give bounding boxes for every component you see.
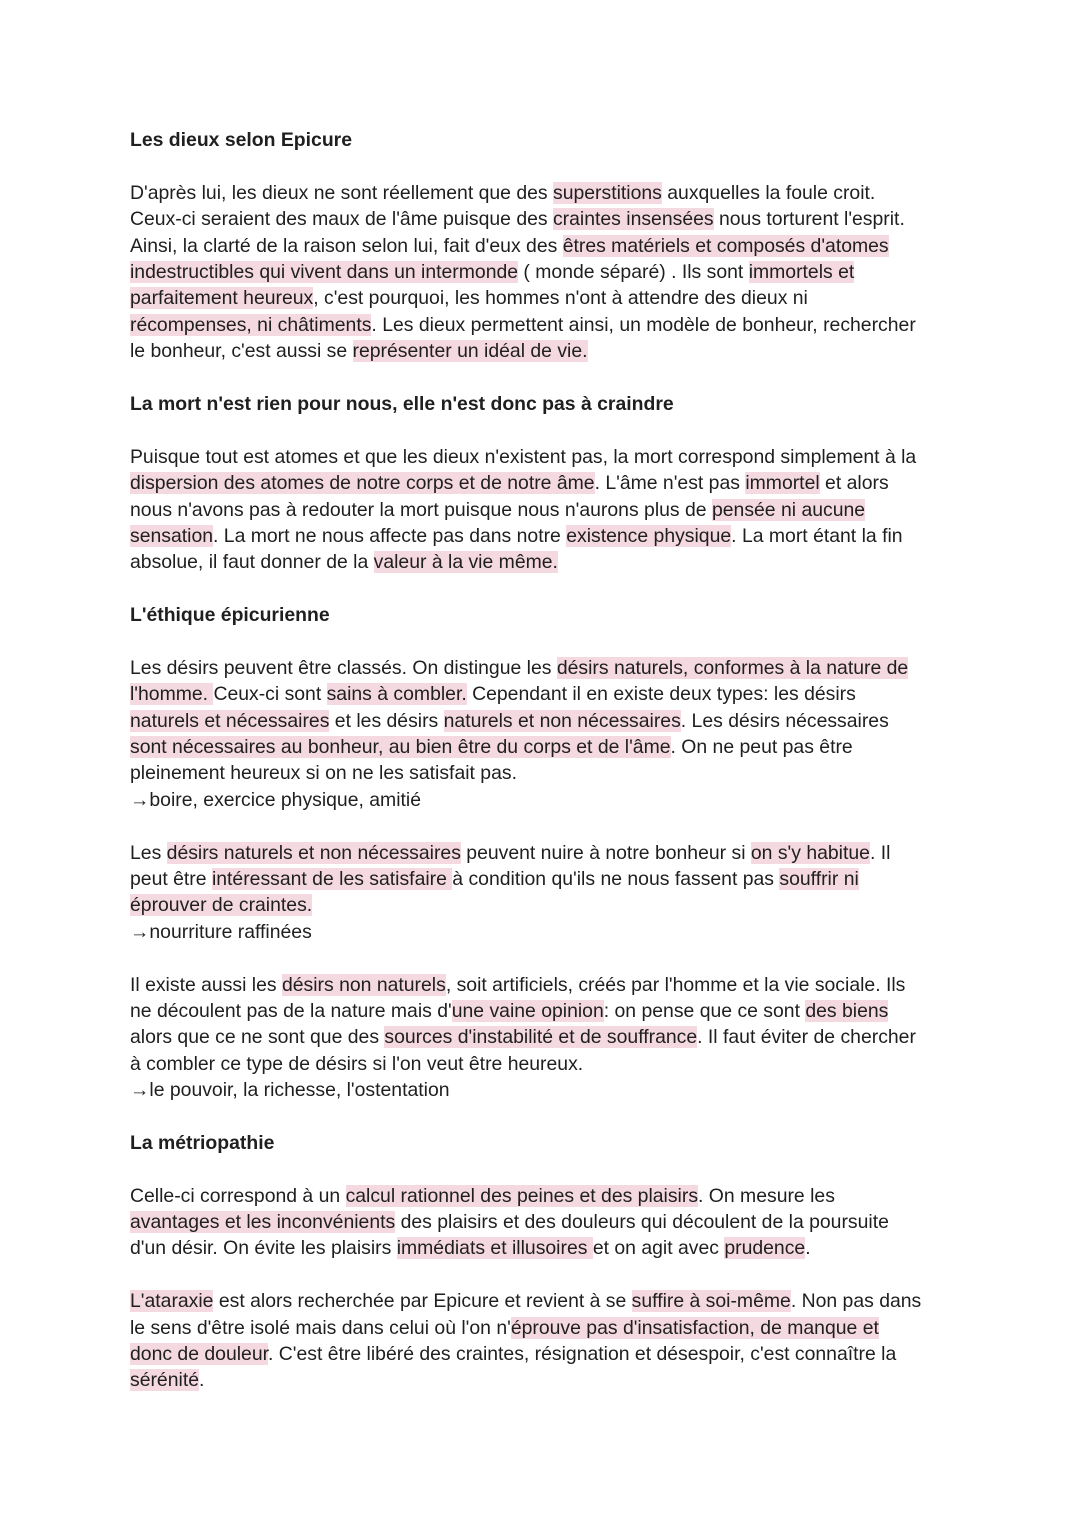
text-line xyxy=(130,497,960,523)
highlighted-text: suffire à soi-même xyxy=(631,1290,791,1313)
text-segment: Cependant il en existe deux types: les désirs xyxy=(466,683,856,706)
text-segment: Puisque tout est atomes et que les dieux n'existent pas, la mort correspond simplement à la xyxy=(130,445,917,468)
text-segment: Les désirs peuvent être classés. On distingue les xyxy=(130,656,557,679)
document-body xyxy=(130,127,960,1420)
text-line xyxy=(130,655,960,681)
text-segment: est alors recherchée par Epicure et revient à se xyxy=(213,1290,632,1313)
section-heading: La métriopathie xyxy=(130,1131,275,1154)
text-line xyxy=(130,312,960,338)
highlighted-text: naturels et non nécessaires xyxy=(443,709,681,732)
text-line xyxy=(130,523,960,549)
text-segment: Celle-ci correspond à un xyxy=(130,1184,346,1207)
highlighted-text: éprouver de craintes. xyxy=(130,894,313,917)
highlighted-text: une vaine opinion xyxy=(451,999,604,1022)
text-line xyxy=(130,681,960,707)
text-segment: à condition qu'ils ne nous fassent pas xyxy=(452,867,780,890)
text-line xyxy=(130,470,960,496)
paragraph xyxy=(130,1183,960,1262)
highlighted-text: immédiats et illusoires xyxy=(396,1237,593,1260)
text-segment: →nourriture raffinées xyxy=(130,920,312,943)
highlighted-text: prudence xyxy=(724,1237,806,1260)
highlighted-text: désirs naturels, conformes à la nature de xyxy=(556,656,909,679)
paragraph xyxy=(130,1288,960,1394)
paragraph xyxy=(130,655,960,813)
text-segment: . Il faut éviter de chercher xyxy=(697,1026,916,1049)
text-segment: Il existe aussi les xyxy=(130,973,282,996)
highlighted-text: désirs non naturels xyxy=(281,973,446,996)
text-line xyxy=(130,866,960,892)
text-segment: . La mort étant la fin xyxy=(731,524,903,547)
highlighted-text: immortel xyxy=(745,472,820,495)
text-line xyxy=(130,1315,960,1341)
highlighted-text: désirs naturels et non nécessaires xyxy=(166,841,461,864)
section-heading: Les dieux selon Epicure xyxy=(130,129,352,151)
highlighted-text: pensée ni aucune xyxy=(711,498,866,521)
text-line xyxy=(130,972,960,998)
text-segment: . L'âme n'est pas xyxy=(594,472,746,495)
highlighted-text: parfaitement heureux xyxy=(130,287,314,310)
text-segment: . On mesure les xyxy=(698,1184,835,1207)
highlighted-text: l'homme. xyxy=(130,683,214,706)
text-line xyxy=(130,760,960,786)
highlighted-text: récompenses, ni châtiments xyxy=(130,313,372,336)
text-line xyxy=(130,1288,960,1314)
text-segment: le sens d'être isolé mais dans celui où l'on n' xyxy=(130,1316,511,1339)
text-segment: D'après lui, les dieux ne sont réellement que des xyxy=(130,181,553,204)
text-line xyxy=(130,233,960,259)
text-segment: nous n'avons pas à redouter la mort puisque nous n'aurons plus de xyxy=(130,498,712,521)
text-segment: . Les dieux permettent ainsi, un modèle de bonheur, rechercher xyxy=(371,313,916,336)
highlighted-text: L'ataraxie xyxy=(130,1290,214,1313)
text-segment: . C'est être libéré des craintes, résignation et désespoir, c'est connaître la xyxy=(268,1343,897,1366)
text-line xyxy=(130,708,960,734)
text-segment: →le pouvoir, la richesse, l'ostentation xyxy=(130,1079,450,1102)
paragraph xyxy=(130,840,960,946)
text-segment: absolue, il faut donner de la xyxy=(130,551,374,574)
highlighted-text: craintes insensées xyxy=(552,208,714,231)
text-segment: . Il xyxy=(869,841,891,864)
highlighted-text: des biens xyxy=(805,999,889,1022)
text-segment: , soit artificiels, créés par l'homme et la vie sociale. Ils xyxy=(445,973,906,996)
text-line xyxy=(130,919,960,945)
text-segment: . La mort ne nous affecte pas dans notre xyxy=(213,524,567,547)
text-line xyxy=(130,259,960,285)
text-segment: peut être xyxy=(130,867,212,890)
text-segment: pleinement heureux si on ne les satisfait pas. xyxy=(130,762,517,785)
highlighted-text: sensation xyxy=(130,524,214,547)
text-line xyxy=(130,840,960,866)
text-line xyxy=(130,1367,960,1393)
highlighted-text: dispersion des atomes de notre corps et de notre âme xyxy=(130,472,595,495)
text-line xyxy=(130,892,960,918)
text-line xyxy=(130,1024,960,1050)
text-segment: le bonheur, c'est aussi se xyxy=(130,340,353,363)
highlighted-text: avantages et les inconvénients xyxy=(130,1211,396,1234)
text-line xyxy=(130,1077,960,1103)
text-segment: Ainsi, la clarté de la raison selon lui, fait d'eux des xyxy=(130,234,563,257)
text-line xyxy=(130,338,960,364)
text-segment: . xyxy=(805,1237,811,1260)
text-line xyxy=(130,787,960,813)
section xyxy=(130,602,960,1103)
paragraph xyxy=(130,444,960,576)
highlighted-text: indestructibles qui vivent dans un intermonde xyxy=(130,260,519,283)
paragraph xyxy=(130,180,960,365)
text-segment: et les désirs xyxy=(329,709,444,732)
text-line xyxy=(130,998,960,1024)
text-segment: à combler ce type de désirs si l'on veut être heureux. xyxy=(130,1052,584,1075)
text-line xyxy=(130,180,960,206)
highlighted-text: souffrir ni xyxy=(779,867,859,890)
section-heading: L'éthique épicurienne xyxy=(130,604,330,627)
highlighted-text: existence physique xyxy=(566,524,732,547)
highlighted-text: donc de douleur xyxy=(130,1343,269,1366)
text-segment: Ceux-ci sont xyxy=(213,683,327,706)
highlighted-text: sont nécessaires au bonheur, au bien être du corps et de l'âme xyxy=(130,736,671,759)
text-line xyxy=(130,1209,960,1235)
highlighted-text: sources d'instabilité et de souffrance xyxy=(384,1026,698,1049)
section xyxy=(130,127,960,365)
highlighted-text: immortels et xyxy=(748,260,855,283)
text-line xyxy=(130,549,960,575)
text-segment: auxquelles la foule croit. xyxy=(661,181,876,204)
text-segment: Ceux-ci seraient des maux de l'âme puisque des xyxy=(130,208,553,231)
highlighted-text: êtres matériels et composés d'atomes xyxy=(562,234,889,257)
text-segment: →boire, exercice physique, amitié xyxy=(130,788,421,811)
text-segment: , c'est pourquoi, les hommes n'ont à attendre des dieux ni xyxy=(313,287,808,310)
highlighted-text: intéressant de les satisfaire xyxy=(211,867,453,890)
text-line xyxy=(130,206,960,232)
text-segment: . Les désirs nécessaires xyxy=(680,709,889,732)
highlighted-text: représenter un idéal de vie. xyxy=(352,340,588,363)
text-line xyxy=(130,1235,960,1261)
highlighted-text: calcul rationnel des peines et des plaisirs xyxy=(345,1184,699,1207)
highlighted-text: sérénité xyxy=(130,1369,199,1392)
text-line xyxy=(130,1341,960,1367)
text-line xyxy=(130,734,960,760)
text-line xyxy=(130,444,960,470)
text-segment: : on pense que ce sont xyxy=(603,999,806,1022)
text-segment: ( monde séparé) . Ils sont xyxy=(518,260,749,283)
text-segment: des plaisirs et des douleurs qui découlent de la poursuite xyxy=(395,1211,889,1234)
text-segment: et alors xyxy=(819,472,889,495)
text-segment: . Non pas dans xyxy=(790,1290,922,1313)
text-segment: . xyxy=(199,1369,205,1392)
highlighted-text: éprouve pas d'insatisfaction, de manque et xyxy=(510,1316,879,1339)
text-segment: et on agit avec xyxy=(592,1237,725,1260)
text-line xyxy=(130,1183,960,1209)
paragraph xyxy=(130,972,960,1104)
text-segment: peuvent nuire à notre bonheur si xyxy=(460,841,751,864)
text-segment: alors que ce ne sont que des xyxy=(130,1026,385,1049)
text-segment: nous torturent l'esprit. xyxy=(713,208,905,231)
highlighted-text: superstitions xyxy=(553,181,662,204)
highlighted-text: naturels et nécessaires xyxy=(130,709,330,732)
text-segment: . On ne peut pas être xyxy=(670,736,853,759)
text-segment: d'un désir. On évite les plaisirs xyxy=(130,1237,397,1260)
highlighted-text: sains à combler. xyxy=(326,683,467,706)
highlighted-text: on s'y habitue xyxy=(750,841,870,864)
section xyxy=(130,1130,960,1394)
text-line xyxy=(130,1051,960,1077)
text-segment: ne découlent pas de la nature mais d' xyxy=(130,999,452,1022)
text-segment: Les xyxy=(130,841,167,864)
section xyxy=(130,391,960,576)
highlighted-text: valeur à la vie même. xyxy=(373,551,558,574)
text-line xyxy=(130,285,960,311)
section-heading: La mort n'est rien pour nous, elle n'est donc pas à craindre xyxy=(130,392,674,415)
